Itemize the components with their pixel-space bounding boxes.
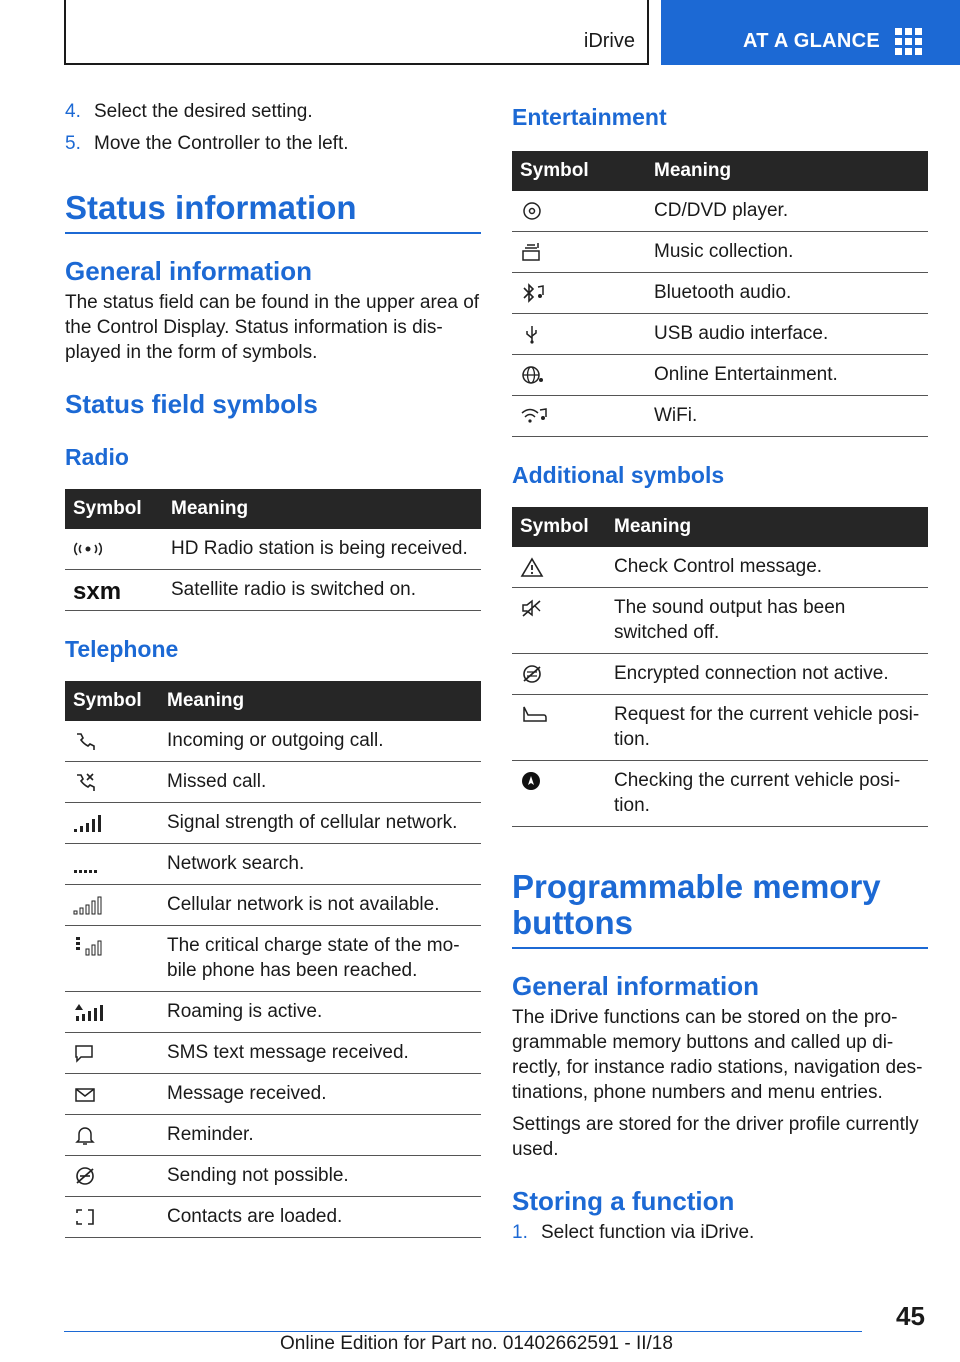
sxm-icon [73,580,145,602]
table-row [65,844,481,885]
vehicle-position-check-icon [520,771,544,791]
low-battery-icon [73,936,103,956]
table-row [65,926,481,992]
table-cell-meaning: Satellite radio is switched on. [163,570,481,611]
radio-table [65,489,481,611]
table-cell-meaning: Encrypted connection not active. [606,654,928,695]
table-row [65,1115,481,1156]
entertainment-heading: Entertainment [512,104,667,130]
header-chapter-title: AT A GLANCE [743,30,880,52]
contacts-loaded-icon [73,1207,97,1227]
entertainment-table [512,151,928,437]
table-cell-meaning: CD/DVD player. [646,191,928,232]
col-symbol: Symbol [512,507,606,547]
memory-general-heading: General information [512,971,760,1001]
bluetooth-audio-icon [520,283,546,303]
music-collection-icon [520,242,544,262]
table-cell-meaning: Contacts are loaded. [159,1197,481,1238]
table-row [65,803,481,844]
table-cell-meaning: Missed call. [159,762,481,803]
online-entertainment-icon [520,365,546,385]
radio-heading: Radio [65,444,129,470]
table-cell-meaning: Bluetooth audio. [646,273,928,314]
missed-call-icon [73,772,97,792]
general-information-heading: General information [65,256,313,286]
table-row [512,588,928,654]
wifi-icon [520,406,548,426]
table-cell-meaning: Network search. [159,844,481,885]
table-cell-meaning: Signal strength of cellular network. [159,803,481,844]
usb-icon [520,324,544,344]
telephone-table [65,681,481,1238]
no-network-icon [73,895,103,915]
memory-text-2: Settings are stored for the driver profile currently used. [512,1114,919,1160]
left-column [65,100,481,1238]
step-number: 4. [65,101,81,122]
table-cell-meaning: Reminder. [159,1115,481,1156]
header-section-title: iDrive [583,30,635,52]
step-number: 1. [512,1222,528,1243]
col-meaning: Meaning [163,489,481,529]
col-meaning: Meaning [646,151,928,191]
col-symbol: Symbol [65,681,159,721]
table-row [512,314,928,355]
sms-icon [73,1043,97,1063]
table-cell-meaning: Message received. [159,1074,481,1115]
status-field-symbols-heading: Status field symbols [65,389,318,419]
table-row [65,570,481,611]
envelope-icon [73,1084,97,1104]
footer-edition: Online Edition for Part no. 01402662591 - II/18 [280,1333,673,1354]
programmable-memory-title: Programmable memory buttons [512,869,928,949]
table-cell-meaning: Incoming or outgoing call. [159,721,481,762]
warning-icon [520,557,544,577]
page-number: 45 [896,1301,925,1331]
table-row [512,273,928,314]
table-cell-meaning: Request for the current vehicle posi-tion. [606,695,928,761]
phone-call-icon [73,731,97,751]
step-text: Select the desired setting. [94,101,313,122]
header-chapter-tab[interactable] [661,0,960,65]
storing-function-heading: Storing a function [512,1186,735,1216]
table-row [65,529,481,570]
telephone-heading: Telephone [65,636,179,662]
status-information-title: Status information [65,190,481,234]
table-cell-meaning: The critical charge state of the mo-bile phone has been reached. [159,926,481,992]
cd-dvd-icon [520,201,544,221]
roaming-icon [73,1002,103,1022]
table-row [65,1033,481,1074]
bell-icon [73,1125,97,1145]
hd-radio-icon [73,539,103,559]
table-row [65,1156,481,1197]
table-row [512,547,928,588]
table-row [65,1074,481,1115]
table-cell-meaning: Music collection. [646,232,928,273]
table-row [65,762,481,803]
table-row [512,232,928,273]
header-section-box [64,0,649,65]
right-column [512,100,928,1253]
table-cell-meaning: Checking the current vehicle posi-tion. [606,761,928,827]
step-text: Select function via iDrive. [541,1222,755,1243]
table-row [512,654,928,695]
table-cell-meaning: Check Control message. [606,547,928,588]
table-row [512,355,928,396]
table-row [512,695,928,761]
step-item [65,100,481,124]
table-row [65,721,481,762]
step-item [65,132,481,156]
additional-symbols-table [512,507,928,827]
table-cell-meaning: Roaming is active. [159,992,481,1033]
step-item [512,1221,928,1245]
table-row [65,885,481,926]
table-row [512,191,928,232]
table-row [65,1197,481,1238]
svg-text:sxm: sxm [73,580,122,602]
table-cell-meaning: USB audio interface. [646,314,928,355]
grid-menu-icon[interactable] [895,28,923,54]
network-search-icon [73,854,103,874]
table-cell-meaning: The sound output has been switched off. [606,588,928,654]
vehicle-position-request-icon [520,705,548,725]
table-cell-meaning: HD Radio station is being received. [163,529,481,570]
general-information-text: The status field can be found in the upper area of the Control Display. Status information is dis-played in the form of symbols. [65,292,480,363]
memory-text-1: The iDrive functions can be stored on the pro-grammable memory buttons and called up di-rectly, for instance radio stations, navigation des-tinations, phone numbers and menu entries. [512,1007,923,1103]
footer-divider [64,1331,862,1332]
sound-off-icon [520,598,544,618]
additional-symbols-heading: Additional symbols [512,462,725,488]
table-row [65,992,481,1033]
table-cell-meaning: Sending not possible. [159,1156,481,1197]
table-cell-meaning: Online Entertainment. [646,355,928,396]
table-cell-meaning: Cellular network is not available. [159,885,481,926]
table-row [512,396,928,437]
encryption-off-icon [520,664,544,684]
table-cell-meaning: SMS text message received. [159,1033,481,1074]
signal-strength-icon [73,813,103,833]
table-cell-meaning: WiFi. [646,396,928,437]
col-meaning: Meaning [159,681,481,721]
step-text: Move the Controller to the left. [94,133,349,154]
col-meaning: Meaning [606,507,928,547]
step-number: 5. [65,133,81,154]
col-symbol: Symbol [512,151,646,191]
table-row [512,761,928,827]
col-symbol: Symbol [65,489,163,529]
sending-not-possible-icon [73,1166,97,1186]
